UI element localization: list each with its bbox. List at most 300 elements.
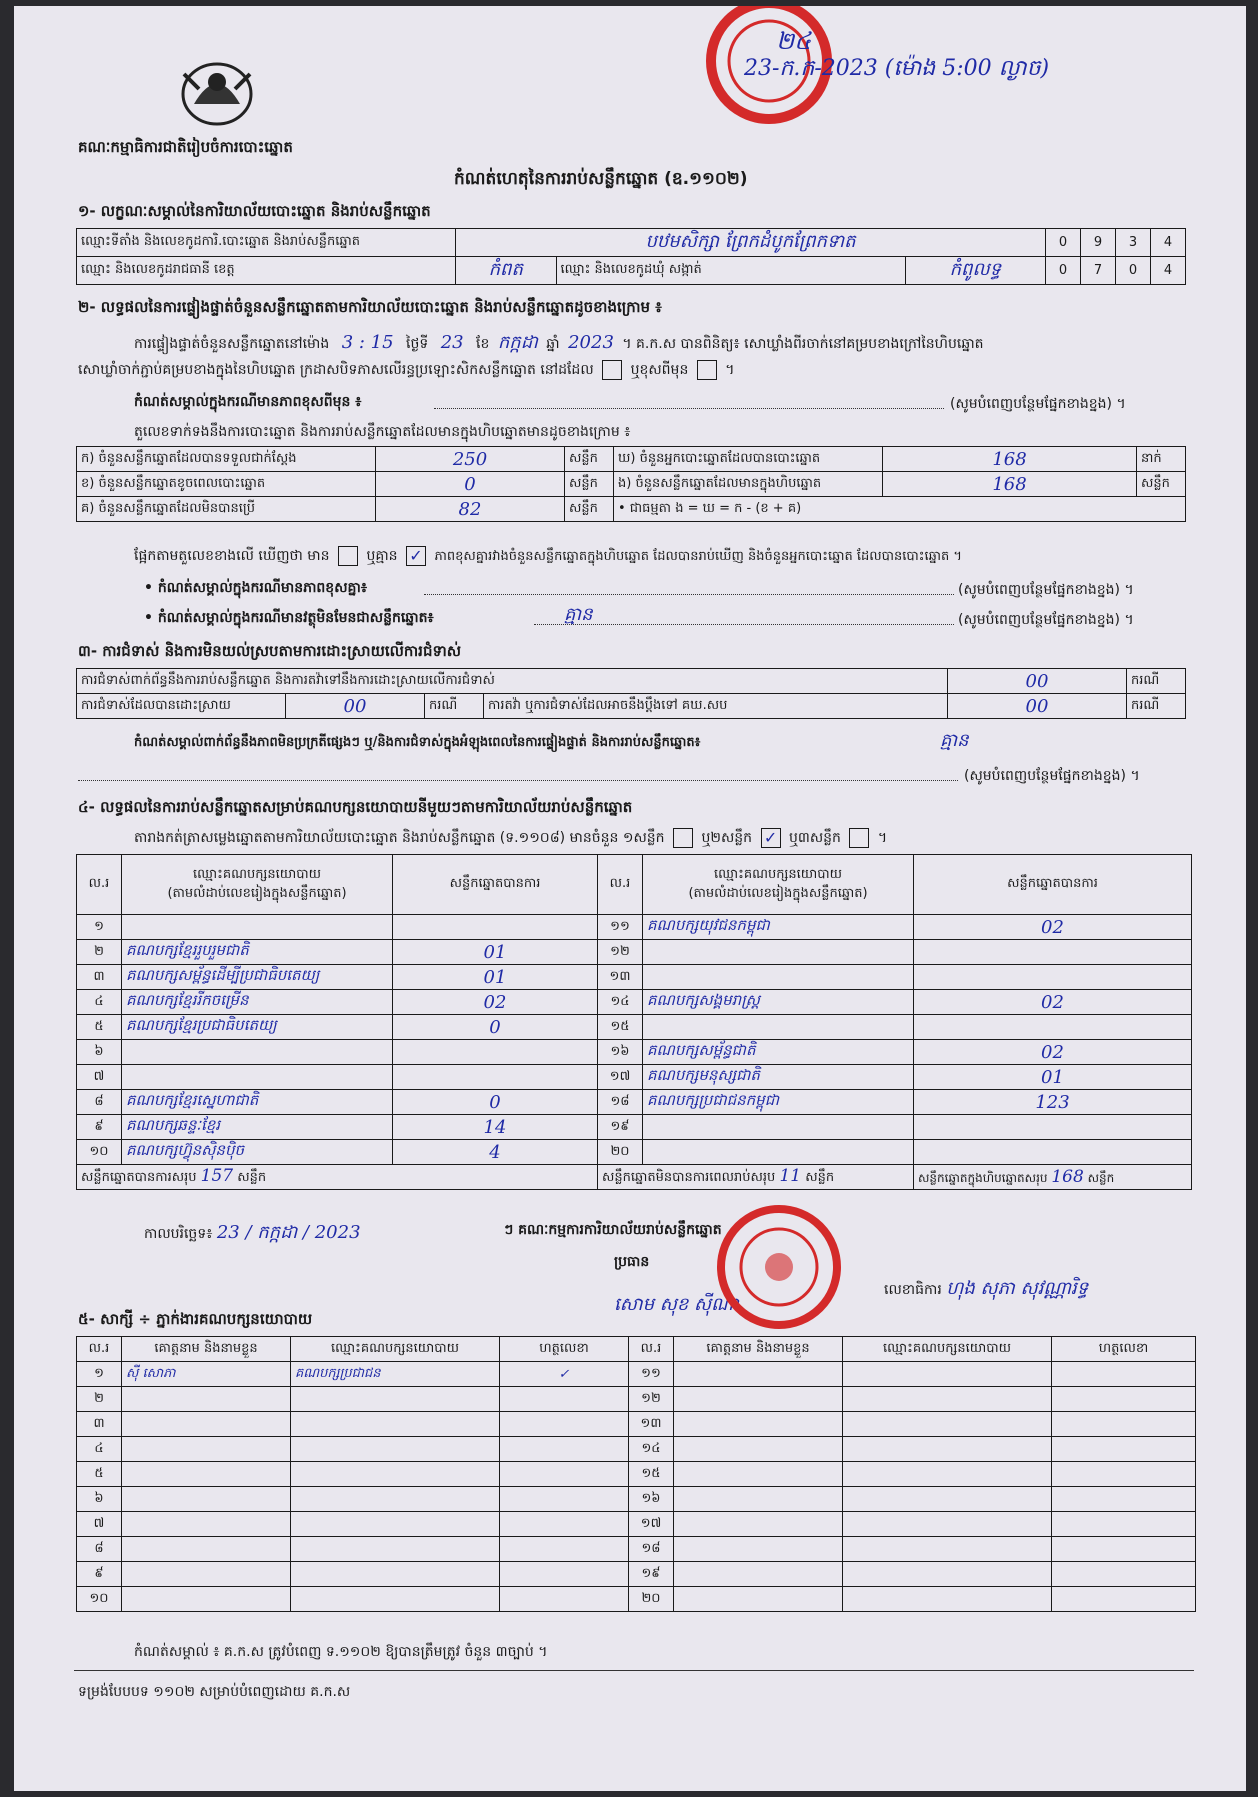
verify-text: ឆ្នាំ bbox=[546, 336, 560, 352]
w-col-no: ល.រ bbox=[77, 1337, 122, 1362]
figure-label: គ) ចំនួនសន្លឹកឆ្នោតដែលមិនបានប្រើ bbox=[77, 497, 376, 522]
compare-text: ឬគ្មាន bbox=[366, 548, 398, 564]
witness-no: ៣ bbox=[77, 1412, 122, 1437]
result-no: ១២ bbox=[598, 940, 643, 965]
witness-name[interactable] bbox=[674, 1487, 843, 1512]
witness-party bbox=[291, 1462, 500, 1487]
witness-row bbox=[77, 1487, 1196, 1512]
w-col-sign: ហត្ថលេខា bbox=[500, 1337, 629, 1362]
col-party-sub: (តាមលំដាប់លេខរៀងក្នុងសន្លឹកឆ្នោត) bbox=[167, 885, 347, 901]
witness-name bbox=[122, 1387, 291, 1412]
witness-party[interactable] bbox=[843, 1512, 1052, 1537]
verify-text: ថ្ងៃទី bbox=[406, 336, 429, 352]
figure-unit: សន្លឹក bbox=[1137, 472, 1186, 497]
witness-sign[interactable] bbox=[1052, 1562, 1196, 1587]
w-col-name: គោត្តនាម និងនាមខ្លួន bbox=[122, 1337, 291, 1362]
result-row bbox=[77, 990, 1192, 1015]
verify-text: ។ bbox=[725, 362, 735, 378]
figure-value: 168 bbox=[883, 472, 1137, 497]
witness-sign[interactable] bbox=[1052, 1462, 1196, 1487]
result-votes bbox=[914, 1015, 1192, 1040]
formula: • ជាធម្មតា ង = ឃ = ក - (ខ + គ) bbox=[614, 497, 1186, 522]
w-col-no: ល.រ bbox=[629, 1337, 674, 1362]
committee-stamp-icon bbox=[714, 1202, 844, 1332]
result-party: គណបក្សខ្មែរស្នេហាជាតិ bbox=[122, 1090, 393, 1115]
result-votes: 02 bbox=[393, 990, 598, 1015]
irregularity-label: កំណត់សម្គាល់ពាក់ព័ន្ធនឹងភាពមិនប្រក្រតីផ្សេងៗ ឬ/និងការជំទាស់ក្នុងអំឡុងពេលនៃការផ្ទៀងផ្ទាត់ និងការរាប់សន្លឹកឆ្នោត៖ bbox=[134, 735, 701, 750]
witness-name bbox=[122, 1562, 291, 1587]
witness-no: ១៤ bbox=[629, 1437, 674, 1462]
witness-sign bbox=[500, 1487, 629, 1512]
figure-unit: នាក់ bbox=[1137, 447, 1186, 472]
witness-name[interactable] bbox=[674, 1462, 843, 1487]
verify-month: កក្កដា bbox=[497, 332, 538, 353]
witness-party bbox=[291, 1387, 500, 1412]
witness-party[interactable] bbox=[843, 1462, 1052, 1487]
station-value: បឋមសិក្សា ព្រែកដំបូកព្រែកទាត bbox=[456, 229, 1046, 257]
figure-unit: សន្លឹក bbox=[565, 497, 614, 522]
witness-sign bbox=[500, 1387, 629, 1412]
col-votes: សន្លឹកឆ្នោតបានការ bbox=[914, 855, 1192, 915]
objection-unit: ករណី bbox=[1127, 669, 1186, 694]
witness-sign[interactable] bbox=[1052, 1362, 1196, 1387]
witness-name[interactable] bbox=[674, 1362, 843, 1387]
total-invalid-value: 11 bbox=[779, 1166, 802, 1186]
sheets-line bbox=[134, 828, 887, 849]
witness-no: ១១ bbox=[629, 1362, 674, 1387]
nec-emblem-icon bbox=[174, 54, 260, 128]
result-row bbox=[77, 1015, 1192, 1040]
result-party: គណបក្សសម្ព័ន្ធជាតិ bbox=[643, 1040, 914, 1065]
form-title: កំណត់ហេតុនៃការរាប់សន្លឹកឆ្នោត (ឧ.១១០២) bbox=[454, 169, 748, 189]
witness-name bbox=[122, 1487, 291, 1512]
witness-name[interactable] bbox=[674, 1437, 843, 1462]
verify-line-2 bbox=[78, 360, 734, 381]
w-col-party: ឈ្មោះគណបក្សនយោបាយ bbox=[843, 1337, 1052, 1362]
witness-party[interactable] bbox=[843, 1537, 1052, 1562]
result-votes bbox=[393, 1065, 598, 1090]
commune-code-digit: 0 bbox=[1116, 257, 1151, 285]
witness-no: ៦ bbox=[77, 1487, 122, 1512]
figure-label: ឃ) ចំនួនអ្នកបោះឆ្នោតដែលបានបោះឆ្នោត bbox=[614, 447, 883, 472]
verify-text: ឬខុសពីមុន bbox=[630, 362, 689, 378]
total-box-value: 168 bbox=[1051, 1166, 1084, 1187]
col-no: ល.រ bbox=[598, 855, 643, 915]
result-votes bbox=[914, 1140, 1192, 1165]
result-no: ១៥ bbox=[598, 1015, 643, 1040]
result-party: គណបក្សប្រជាជនកម្ពុជា bbox=[643, 1090, 914, 1115]
secretary-signature: ហុង សុភា សុវណ្ណារិទ្ធ bbox=[946, 1278, 1089, 1299]
witness-name bbox=[122, 1437, 291, 1462]
result-party: គណបក្សខ្មែរប្រជាធិបតេយ្យ bbox=[122, 1015, 393, 1040]
bullet2-suffix: (សូមបំពេញបន្ថែមផ្នែកខាងខ្នង) ។ bbox=[958, 612, 1134, 628]
witness-party[interactable] bbox=[843, 1362, 1052, 1387]
witness-party[interactable] bbox=[843, 1487, 1052, 1512]
diff-note-line[interactable] bbox=[434, 408, 944, 409]
stamp-note-number: ២៤ bbox=[776, 27, 812, 55]
witness-sign[interactable] bbox=[1052, 1487, 1196, 1512]
result-party bbox=[122, 915, 393, 940]
witness-sign[interactable] bbox=[1052, 1387, 1196, 1412]
diff-note-label: កំណត់សម្គាល់ក្នុងករណីមានភាពខុសពីមុន ៖ bbox=[134, 394, 362, 410]
witness-no: ១០ bbox=[77, 1587, 122, 1612]
commune-code-digit: 4 bbox=[1151, 257, 1186, 285]
witness-table bbox=[76, 1336, 1196, 1612]
result-party bbox=[643, 1115, 914, 1140]
witness-party[interactable] bbox=[843, 1587, 1052, 1612]
col-party bbox=[122, 855, 393, 915]
witness-no: ១៧ bbox=[629, 1512, 674, 1537]
unchanged-checkbox[interactable] bbox=[602, 360, 622, 380]
col-party-title: ឈ្មោះគណបក្សនយោបាយ bbox=[714, 866, 842, 882]
witness-sign bbox=[500, 1587, 629, 1612]
sheets-text: ឬ៣សន្លឹក bbox=[788, 830, 841, 846]
witness-sign bbox=[500, 1562, 629, 1587]
witness-party bbox=[291, 1562, 500, 1587]
figures-intro: តួលេខទាក់ទងនឹងការបោះឆ្នោត និងការរាប់សន្លឹកឆ្នោតដែលមានក្នុងហិបឆ្នោតមានដូចខាងក្រោម ៖ bbox=[134, 424, 631, 440]
witness-no: ១៥ bbox=[629, 1462, 674, 1487]
witness-party[interactable] bbox=[843, 1437, 1052, 1462]
witness-sign bbox=[500, 1512, 629, 1537]
witness-party bbox=[291, 1437, 500, 1462]
sheets-text: តារាងកត់ត្រាសម្លេងឆ្នោតតាមការិយាល័យបោះឆ្នោត និងរាប់សន្លឹកឆ្នោត (ទ.១១០៨) មានចំនួន ១សន្លឹក bbox=[134, 830, 665, 846]
unit: សន្លឹក bbox=[237, 1170, 267, 1185]
diff-note-suffix: (សូមបំពេញបន្ថែមផ្នែកខាងខ្នង) ។ bbox=[950, 396, 1126, 412]
result-party: គណបក្សសង្គមរាស្ត្រ bbox=[643, 990, 914, 1015]
result-votes: 0 bbox=[393, 1090, 598, 1115]
col-votes: សន្លឹកឆ្នោតបានការ bbox=[393, 855, 598, 915]
witness-name bbox=[122, 1412, 291, 1437]
figure-label: ខ) ចំនួនសន្លឹកឆ្នោតខូចពេលបោះឆ្នោត bbox=[77, 472, 376, 497]
witness-no: ១៨ bbox=[629, 1537, 674, 1562]
result-votes: 02 bbox=[914, 915, 1192, 940]
sheets-text: ។ bbox=[877, 830, 888, 846]
witness-name[interactable] bbox=[674, 1387, 843, 1412]
witness-row bbox=[77, 1537, 1196, 1562]
result-no: ១១ bbox=[598, 915, 643, 940]
witness-row bbox=[77, 1562, 1196, 1587]
result-no: ១ bbox=[77, 915, 122, 940]
station-label: ឈ្មោះទីតាំង និងលេខកូដការិ.បោះឆ្នោត និងរាប់សន្លឹកឆ្នោត bbox=[77, 229, 456, 257]
result-no: ១៤ bbox=[598, 990, 643, 1015]
witness-row bbox=[77, 1362, 1196, 1387]
station-code-digit: 9 bbox=[1081, 229, 1116, 257]
changed-checkbox[interactable] bbox=[697, 360, 717, 380]
verify-time: 3 : 15 bbox=[341, 332, 394, 353]
witness-row bbox=[77, 1437, 1196, 1462]
verify-day: 23 bbox=[440, 332, 464, 353]
w-col-sign: ហត្ថលេខា bbox=[1052, 1337, 1196, 1362]
result-no: ៩ bbox=[77, 1115, 122, 1140]
section2-title: ២- លទ្ធផលនៃការផ្ទៀងផ្ទាត់ចំនួនសន្លឹកឆ្នោតតាមការិយាល័យបោះឆ្នោត និងរាប់សន្លឹកឆ្នោតដូចខាងក្រោម ៖ bbox=[78, 298, 662, 316]
witness-party bbox=[291, 1487, 500, 1512]
witness-row bbox=[77, 1387, 1196, 1412]
result-votes bbox=[393, 915, 598, 940]
witness-party[interactable] bbox=[843, 1412, 1052, 1437]
result-party bbox=[122, 1040, 393, 1065]
witness-sign[interactable] bbox=[1052, 1512, 1196, 1537]
witness-sign bbox=[500, 1437, 629, 1462]
unit: សន្លឹក bbox=[1087, 1170, 1115, 1185]
result-no: ៦ bbox=[77, 1040, 122, 1065]
witness-party bbox=[291, 1587, 500, 1612]
appeal-unit: ករណី bbox=[1127, 694, 1186, 719]
witness-sign[interactable] bbox=[1052, 1537, 1196, 1562]
total-box-label: សន្លឹកឆ្នោតក្នុងហិបឆ្នោតសរុប bbox=[918, 1170, 1048, 1185]
result-votes bbox=[914, 940, 1192, 965]
result-votes: 14 bbox=[393, 1115, 598, 1140]
result-party bbox=[122, 1065, 393, 1090]
station-code-digit: 4 bbox=[1151, 229, 1186, 257]
result-votes bbox=[914, 1115, 1192, 1140]
form-sheet bbox=[14, 6, 1246, 1791]
two-sheets-checkbox[interactable]: ✓ bbox=[761, 828, 781, 848]
station-table bbox=[76, 228, 1186, 285]
result-no: ២ bbox=[77, 940, 122, 965]
province-code-digit: 0 bbox=[1046, 257, 1081, 285]
witness-name: ស៊ី សោភា bbox=[122, 1362, 291, 1387]
result-no: ១៦ bbox=[598, 1040, 643, 1065]
witness-no: ១៦ bbox=[629, 1487, 674, 1512]
result-votes bbox=[393, 1040, 598, 1065]
section4-title: ៤- លទ្ធផលនៃការរាប់សន្លឹកឆ្នោតសម្រាប់គណបក្សនយោបាយនីមួយៗតាមការិយាល័យរាប់សន្លឹកឆ្នោត bbox=[78, 798, 633, 816]
witness-no: ៥ bbox=[77, 1462, 122, 1487]
witness-party bbox=[291, 1412, 500, 1437]
result-no: ១៣ bbox=[598, 965, 643, 990]
result-no: ១៧ bbox=[598, 1065, 643, 1090]
result-votes: 01 bbox=[393, 965, 598, 990]
witness-row bbox=[77, 1412, 1196, 1437]
result-party: គណបក្សខ្មែររួបរួមជាតិ bbox=[122, 940, 393, 965]
chair-label: ប្រធាន bbox=[614, 1254, 650, 1270]
result-votes: 02 bbox=[914, 990, 1192, 1015]
witness-name[interactable] bbox=[674, 1587, 843, 1612]
result-party: គណបក្សមនុស្សជាតិ bbox=[643, 1065, 914, 1090]
witness-no: ៧ bbox=[77, 1512, 122, 1537]
witness-no: ១២ bbox=[629, 1387, 674, 1412]
figure-value: 0 bbox=[376, 472, 565, 497]
figure-label: ក) ចំនួនសន្លឹកឆ្នោតដែលបានទទួលជាក់ស្ដែង bbox=[77, 447, 376, 472]
verify-text: ខែ bbox=[476, 336, 490, 352]
witness-no: ២០ bbox=[629, 1587, 674, 1612]
stamp-note-date: 23-ក.ក-2023 (ម៉ោង 5:00 ល្ងាច) bbox=[744, 56, 1050, 81]
station-code-digit: 3 bbox=[1116, 229, 1151, 257]
resolved-unit: ករណី bbox=[425, 694, 484, 719]
bullet1-suffix: (សូមបំពេញបន្ថែមផ្នែកខាងខ្នង) ។ bbox=[958, 582, 1134, 598]
secretary bbox=[884, 1276, 1088, 1303]
witness-no: ១៣ bbox=[629, 1412, 674, 1437]
total-invalid-label: សន្លឹកឆ្នោតមិនបានការពេលរាប់សរុប bbox=[602, 1170, 776, 1185]
foreign-object-line[interactable] bbox=[534, 624, 954, 625]
witness-name[interactable] bbox=[674, 1412, 843, 1437]
witness-name bbox=[122, 1587, 291, 1612]
total-valid-value: 157 bbox=[200, 1166, 234, 1186]
compare-line bbox=[134, 546, 962, 567]
result-party bbox=[643, 940, 914, 965]
witness-no: ១ bbox=[77, 1362, 122, 1387]
no-difference-checkbox[interactable]: ✓ bbox=[406, 546, 426, 566]
verify-text: ។ គ.ក.ស បានពិនិត្យ៖ សោឃ្លាំងពីរចាក់នៅគម្របខាងក្រៅនៃហិបឆ្នោត bbox=[622, 336, 984, 352]
w-col-name: គោត្តនាម និងនាមខ្លួន bbox=[674, 1337, 843, 1362]
result-row bbox=[77, 965, 1192, 990]
witness-sign bbox=[500, 1537, 629, 1562]
compare-text: ផ្អែកតាមតួលេខខាងលើ ឃើញថា មាន bbox=[134, 548, 330, 564]
figure-value: 82 bbox=[376, 497, 565, 522]
sheets-text: ឬ២សន្លឹក bbox=[701, 830, 753, 846]
section5-title: ៥- សាក្សី ÷ ភ្នាក់ងារគណបក្សនយោបាយ bbox=[78, 1310, 313, 1328]
count-date bbox=[144, 1220, 361, 1247]
result-votes: 0 bbox=[393, 1015, 598, 1040]
resolved-value: 00 bbox=[286, 694, 425, 719]
result-row bbox=[77, 915, 1192, 940]
has-difference-checkbox[interactable] bbox=[338, 546, 358, 566]
province-value: កំពត bbox=[456, 257, 557, 285]
date-label: កាលបរិច្ឆេទ៖ bbox=[144, 1226, 213, 1242]
irregularity-line[interactable] bbox=[78, 780, 958, 781]
witness-no: ៤ bbox=[77, 1437, 122, 1462]
witness-name bbox=[122, 1512, 291, 1537]
result-party bbox=[643, 965, 914, 990]
witness-sign: ✓ bbox=[500, 1362, 629, 1387]
witness-name bbox=[122, 1537, 291, 1562]
foreign-object-value: គ្មាន bbox=[564, 604, 593, 625]
section1-title: ១- លក្ខណៈសម្គាល់នៃការិយាល័យបោះឆ្នោត និងរាប់សន្លឹកឆ្នោត bbox=[78, 202, 431, 220]
verify-text: ការផ្ទៀងផ្ទាត់ចំនួនសន្លឹកឆ្នោតនៅម៉ោង bbox=[134, 336, 330, 352]
province-code-digit: 7 bbox=[1081, 257, 1116, 285]
result-party: គណបក្សយុវជនកម្ពុជា bbox=[643, 915, 914, 940]
result-votes: 123 bbox=[914, 1090, 1192, 1115]
result-no: ៤ bbox=[77, 990, 122, 1015]
resolved-label: ការជំទាស់ដែលបានដោះស្រាយ bbox=[77, 694, 286, 719]
date-value: 23 / កក្កដា / 2023 bbox=[216, 1222, 361, 1243]
witness-row bbox=[77, 1512, 1196, 1537]
col-party-sub: (តាមលំដាប់លេខរៀងក្នុងសន្លឹកឆ្នោត) bbox=[688, 885, 868, 901]
witness-no: ៩ bbox=[77, 1562, 122, 1587]
figure-value: 250 bbox=[376, 447, 565, 472]
result-row bbox=[77, 1065, 1192, 1090]
result-no: ២០ bbox=[598, 1140, 643, 1165]
witness-party[interactable] bbox=[843, 1387, 1052, 1412]
unit: សន្លឹក bbox=[805, 1170, 835, 1185]
result-row bbox=[77, 1090, 1192, 1115]
witness-sign bbox=[500, 1412, 629, 1437]
chair-signature: សោម សុខ ស៊ីណា bbox=[614, 1294, 739, 1315]
witness-party bbox=[291, 1512, 500, 1537]
bullet-difference: • កំណត់សម្គាល់ក្នុងករណីមានភាពខុសគ្នា៖ bbox=[144, 580, 368, 596]
result-party: គណបក្សសម្ព័ន្ធដើម្បីប្រជាធិបតេយ្យ bbox=[122, 965, 393, 990]
result-no: ១៨ bbox=[598, 1090, 643, 1115]
witness-no: ៨ bbox=[77, 1537, 122, 1562]
witness-sign bbox=[500, 1462, 629, 1487]
bullet-foreign-object: • កំណត់សម្គាល់ក្នុងករណីមានវត្ថុមិនមែនជាសន្លឹកឆ្នោត៖ bbox=[144, 610, 434, 626]
footnote: កំណត់សម្គាល់ ៖ គ.ក.ស ត្រូវបំពេញ ទ.១១០២ ឱ្យបានត្រឹមត្រូវ ចំនួន ៣ច្បាប់ ។ bbox=[134, 1644, 548, 1660]
difference-note-line[interactable] bbox=[424, 594, 954, 595]
form-footer: ទម្រង់បែបបទ ១១០២ សម្រាប់បំពេញដោយ គ.ក.ស bbox=[78, 1684, 351, 1700]
witness-sign[interactable] bbox=[1052, 1412, 1196, 1437]
province-label: ឈ្មោះ និងលេខកូដរាជធានី ខេត្ត bbox=[77, 257, 456, 285]
result-votes: 01 bbox=[393, 940, 598, 965]
figure-unit: សន្លឹក bbox=[565, 472, 614, 497]
secretary-label: លេខាធិការ bbox=[884, 1282, 942, 1298]
result-party bbox=[643, 1140, 914, 1165]
result-no: ៣ bbox=[77, 965, 122, 990]
witness-party: គណបក្សប្រជាជន bbox=[291, 1362, 500, 1387]
three-sheets-checkbox[interactable] bbox=[849, 828, 869, 848]
result-votes: 4 bbox=[393, 1140, 598, 1165]
result-votes: 02 bbox=[914, 1040, 1192, 1065]
figure-value: 168 bbox=[883, 447, 1137, 472]
witness-no: ២ bbox=[77, 1387, 122, 1412]
witness-name bbox=[122, 1462, 291, 1487]
col-no: ល.រ bbox=[77, 855, 122, 915]
appeal-label: ការតវ៉ា ឬការជំទាស់ដែលអាចនឹងប្ដឹងទៅ គឃ.សប bbox=[484, 694, 948, 719]
one-sheet-checkbox[interactable] bbox=[673, 828, 693, 848]
witness-no: ១៩ bbox=[629, 1562, 674, 1587]
station-code-digit: 0 bbox=[1046, 229, 1081, 257]
result-party: គណបក្សឆន្ទៈខ្មែរ bbox=[122, 1115, 393, 1140]
objection-value: 00 bbox=[948, 669, 1127, 694]
commune-label: ឈ្មោះ និងលេខកូដឃុំ សង្កាត់ bbox=[556, 257, 905, 285]
result-row bbox=[77, 1040, 1192, 1065]
figures-table bbox=[76, 446, 1186, 522]
total-valid bbox=[77, 1165, 598, 1190]
total-valid-label: សន្លឹកឆ្នោតបានការសរុប bbox=[81, 1170, 197, 1185]
result-party: គណបក្សហ៊្វុនស៊ិនប៉ិច bbox=[122, 1140, 393, 1165]
objection-table bbox=[76, 668, 1186, 719]
results-table bbox=[76, 854, 1192, 1190]
witness-name[interactable] bbox=[674, 1537, 843, 1562]
irregularity-value: គ្មាន bbox=[940, 730, 969, 751]
result-no: ៥ bbox=[77, 1015, 122, 1040]
witness-name[interactable] bbox=[674, 1562, 843, 1587]
witness-row bbox=[77, 1462, 1196, 1487]
compare-text: ភាពខុសគ្នារវាងចំនួនសន្លឹកឆ្នោតក្នុងហិបឆ្នោត ដែលបានរាប់ឃើញ និងចំនួនអ្នកបោះឆ្នោត ដែលបានបោះឆ្នោត ។ bbox=[434, 549, 962, 564]
col-party bbox=[643, 855, 914, 915]
count-committee: ៗ គណៈកម្មការការិយាល័យរាប់សន្លឹកឆ្នោត bbox=[504, 1222, 722, 1238]
col-party-title: ឈ្មោះគណបក្សនយោបាយ bbox=[193, 866, 321, 882]
witness-name[interactable] bbox=[674, 1512, 843, 1537]
result-no: ១០ bbox=[77, 1140, 122, 1165]
result-no: ៨ bbox=[77, 1090, 122, 1115]
committee-name: គណៈកម្មាធិការជាតិរៀបចំការបោះឆ្នោត bbox=[78, 138, 293, 156]
figure-label: ង) ចំនួនសន្លឹកឆ្នោតដែលមានក្នុងហិបឆ្នោត bbox=[614, 472, 883, 497]
verify-line-1 bbox=[134, 330, 984, 357]
result-row bbox=[77, 1140, 1192, 1165]
total-box bbox=[914, 1165, 1192, 1190]
result-party: គណបក្សខ្មែររីកចម្រើន bbox=[122, 990, 393, 1015]
witness-row bbox=[77, 1587, 1196, 1612]
witness-sign[interactable] bbox=[1052, 1437, 1196, 1462]
verify-text: សោឃ្លាំចាក់ភ្ជាប់គម្របខាងក្នុងនៃហិបឆ្នោត ក្រដាសបិទភាសលើរន្ធប្រឡោះសិកសន្លឹកឆ្នោត នៅដដែល bbox=[78, 362, 594, 378]
result-party bbox=[643, 1015, 914, 1040]
verify-year: 2023 bbox=[568, 332, 614, 353]
total-invalid bbox=[598, 1165, 914, 1190]
result-votes: 01 bbox=[914, 1065, 1192, 1090]
commune-value: កំពូលទ្ធ bbox=[905, 257, 1045, 285]
objection-label: ការជំទាស់ពាក់ព័ន្ធនឹងការរាប់សន្លឹកឆ្នោត និងការតវ៉ាទៅនឹងការដោះស្រាយលើការជំទាស់ bbox=[77, 669, 948, 694]
witness-party[interactable] bbox=[843, 1562, 1052, 1587]
result-votes bbox=[914, 965, 1192, 990]
result-row bbox=[77, 1115, 1192, 1140]
witness-sign[interactable] bbox=[1052, 1587, 1196, 1612]
appeal-value: 00 bbox=[948, 694, 1127, 719]
w-col-party: ឈ្មោះគណបក្សនយោបាយ bbox=[291, 1337, 500, 1362]
result-no: ៧ bbox=[77, 1065, 122, 1090]
footer-divider bbox=[74, 1670, 1194, 1671]
figure-unit: សន្លឹក bbox=[565, 447, 614, 472]
irregularity-suffix: (សូមបំពេញបន្ថែមផ្នែកខាងខ្នង) ។ bbox=[964, 768, 1140, 784]
result-row bbox=[77, 940, 1192, 965]
